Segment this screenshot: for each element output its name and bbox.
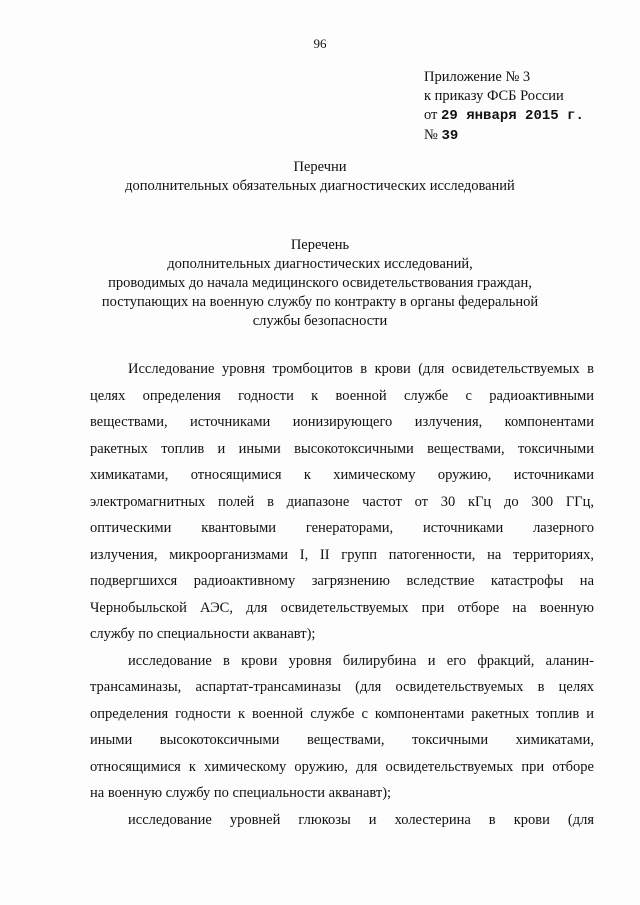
appendix-date-prefix: от <box>424 107 442 123</box>
list-heading-line: дополнительных диагностических исследований, <box>167 256 473 272</box>
body-line: оптическими квантовыми генераторами, источниками лазерного <box>90 520 594 536</box>
body-line: излучения, микроорганизмами I, II групп патогенности, на территориях, <box>90 546 594 563</box>
body-line: исследование в крови уровня билирубина и его фракций, аланин- <box>128 652 594 669</box>
body-line: относящимися к химическому оружию, для освидетельствуемых при отборе <box>90 758 594 775</box>
list-heading-line: проводимых до начала медицинского освидетельствования граждан, <box>108 275 532 291</box>
appendix-order-reference: к приказу ФСБ России <box>424 88 564 104</box>
page-number: 96 <box>313 36 327 51</box>
main-heading <box>0 158 640 196</box>
body-line: исследование уровней глюкозы и холестерина в крови (для <box>128 811 594 828</box>
body-line: химикатами, относящимися к химическому оружию, источниками <box>90 467 594 483</box>
body-line: службу по специальности акванавт); <box>90 626 316 642</box>
body-line: электромагнитных полей в диапазоне частот от 30 кГц до 300 ГГц, <box>90 493 594 510</box>
appendix-date-value: 29 января 2015 г. <box>441 108 584 124</box>
list-heading <box>0 236 640 331</box>
appendix-number-value: 39 <box>441 128 459 144</box>
main-heading-title: Перечни <box>293 159 347 175</box>
body-line: определения годности к военной службе с компонентами ракетных топлив и <box>90 705 594 722</box>
body-line: на военную службу по специальности акванавт); <box>90 785 392 801</box>
appendix-number <box>424 126 584 146</box>
list-heading-title: Перечень <box>290 237 350 253</box>
body-line: ракетных топлив и иными высокотоксичными веществами, токсичными <box>90 440 594 457</box>
main-heading-subtitle: дополнительных обязательных диагностических исследований <box>125 178 515 194</box>
appendix-date <box>424 106 584 126</box>
body-line: Чернобыльской АЭС, для освидетельствуемых при отборе на военную <box>90 599 594 616</box>
body-line: подвергшихся радиоактивному загрязнению вследствие катастрофы на <box>90 573 594 589</box>
appendix-number-prefix: № <box>424 127 442 143</box>
appendix-block <box>424 68 584 146</box>
body-line: целях определения годности к военной службе с радиоактивными <box>90 387 594 404</box>
appendix-title: Приложение № 3 <box>424 69 531 85</box>
body-line: веществами, источниками ионизирующего излучения, компонентами <box>90 414 594 430</box>
body-line: иными высокотоксичными веществами, токсичными химикатами, <box>90 732 594 748</box>
list-heading-line: поступающих на военную службу по контракту в органы федеральной <box>101 294 539 310</box>
body-text <box>90 356 594 833</box>
body-line: Исследование уровня тромбоцитов в крови (для освидетельствуемых в <box>128 361 594 377</box>
body-line: трансаминазы, аспартат-трансаминазы (для освидетельствуемых в целях <box>90 679 594 695</box>
list-heading-line: службы безопасности <box>252 313 388 329</box>
